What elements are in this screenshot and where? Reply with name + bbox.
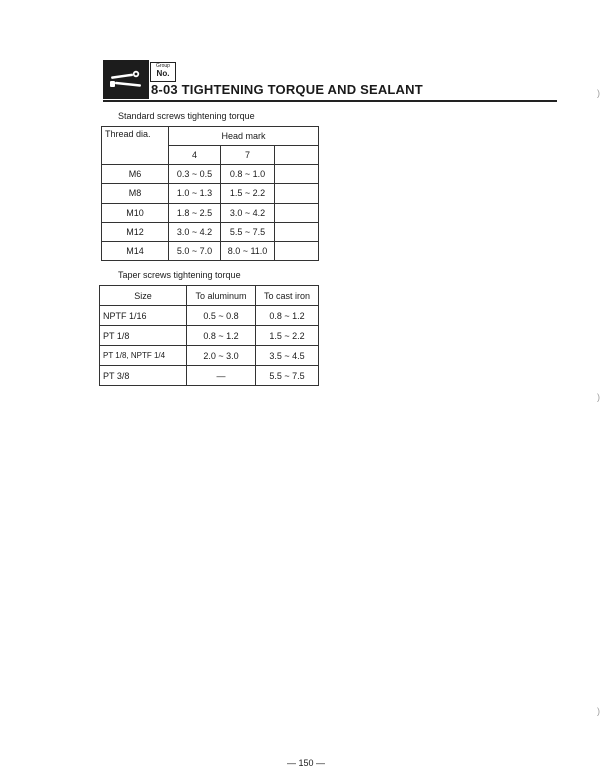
cast-iron-cell: 1.5 ~ 2.2 [256, 326, 319, 346]
section-icon-box [103, 60, 149, 99]
table-row [102, 222, 319, 241]
mark4-cell: 0.3 ~ 0.5 [169, 165, 221, 184]
head-mark-4: 4 [169, 146, 221, 165]
wrench-icon [103, 60, 149, 99]
mark4-cell: 5.0 ~ 7.0 [169, 241, 221, 260]
thread-cell: M12 [102, 222, 169, 241]
thread-cell: M8 [102, 184, 169, 203]
blank-cell [275, 165, 319, 184]
aluminum-cell: — [187, 366, 256, 386]
group-number-label [150, 62, 176, 82]
aluminum-cell: 0.8 ~ 1.2 [187, 326, 256, 346]
thread-cell: M14 [102, 241, 169, 260]
standard-table-caption: Standard screws tightening torque [118, 111, 255, 121]
aluminum-header: To aluminum [187, 286, 256, 306]
table-row [100, 326, 319, 346]
mark4-cell: 1.8 ~ 2.5 [169, 203, 221, 222]
table-header-row [102, 127, 319, 146]
aluminum-cell: 2.0 ~ 3.0 [187, 346, 256, 366]
cast-iron-cell: 5.5 ~ 7.5 [256, 366, 319, 386]
mark7-cell: 8.0 ~ 11.0 [221, 241, 275, 260]
mark7-cell: 1.5 ~ 2.2 [221, 184, 275, 203]
page-title: 8-03 TIGHTENING TORQUE AND SEALANT [151, 82, 423, 97]
table-header-row [100, 286, 319, 306]
table-row [100, 366, 319, 386]
blank-cell [275, 203, 319, 222]
head-mark-7: 7 [221, 146, 275, 165]
scan-mark: ) [597, 392, 600, 402]
taper-table-caption: Taper screws tightening torque [118, 270, 241, 280]
thread-dia-header: Thread dia. [102, 127, 169, 165]
taper-torque-table [99, 285, 319, 386]
mark4-cell: 1.0 ~ 1.3 [169, 184, 221, 203]
size-cell: PT 1/8, NPTF 1/4 [100, 346, 187, 366]
cast-iron-cell: 0.8 ~ 1.2 [256, 306, 319, 326]
head-mark-blank [275, 146, 319, 165]
cast-iron-cell: 3.5 ~ 4.5 [256, 346, 319, 366]
page-number: — 150 — [286, 758, 326, 768]
thread-cell: M10 [102, 203, 169, 222]
aluminum-cell: 0.5 ~ 0.8 [187, 306, 256, 326]
table-row [100, 306, 319, 326]
mark7-cell: 5.5 ~ 7.5 [221, 222, 275, 241]
group-label-text: Group [156, 63, 170, 69]
blank-cell [275, 222, 319, 241]
size-cell: PT 3/8 [100, 366, 187, 386]
table-row [102, 165, 319, 184]
size-cell: NPTF 1/16 [100, 306, 187, 326]
thread-cell: M6 [102, 165, 169, 184]
table-row [102, 184, 319, 203]
table-row [100, 346, 319, 366]
group-no-text: No. [156, 69, 170, 78]
title-underline [103, 100, 557, 102]
scan-mark: ) [597, 706, 600, 716]
standard-torque-table [101, 126, 319, 261]
blank-cell [275, 184, 319, 203]
mark7-cell: 0.8 ~ 1.0 [221, 165, 275, 184]
blank-cell [275, 241, 319, 260]
mark4-cell: 3.0 ~ 4.2 [169, 222, 221, 241]
table-row [102, 203, 319, 222]
head-mark-header: Head mark [169, 127, 319, 146]
cast-iron-header: To cast iron [256, 286, 319, 306]
size-cell: PT 1/8 [100, 326, 187, 346]
table-row [102, 241, 319, 260]
scan-mark: ) [597, 88, 600, 98]
mark7-cell: 3.0 ~ 4.2 [221, 203, 275, 222]
size-header: Size [100, 286, 187, 306]
